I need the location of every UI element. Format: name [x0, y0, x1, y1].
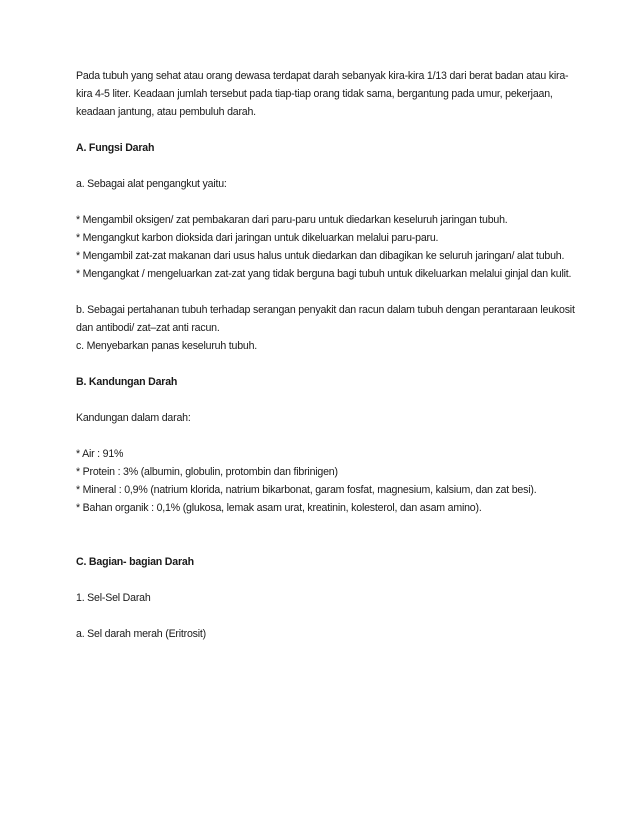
intro-paragraph: Pada tubuh yang sehat atau orang dewasa terdapat darah sebanyak kira-kira 1/13 dari berat badan atau kira-kira 4-5 liter. Keadaan jumlah tersebut pada tiap-tiap orang tidak sama, bergantung pada umur, pekerjaan, keadaan jantung, atau pembuluh darah. — [76, 70, 569, 118]
section-a-bullet: * Mengambil oksigen/ zat pembakaran dari paru-paru untuk diedarkan keseluruh jaringan tubuh. — [76, 214, 508, 226]
section-b-item: * Mineral : 0,9% (natrium klorida, natrium bikarbonat, garam fosfat, magnesium, kalsium, dan zat besi). — [76, 484, 537, 496]
section-b-item: * Protein : 3% (albumin, globulin, protombin dan fibrinigen) — [76, 466, 338, 478]
section-a-bullet: * Mengangkut karbon dioksida dari jaringan untuk dikeluarkan melalui paru-paru. — [76, 232, 439, 244]
section-a-bullet: * Mengangkat / mengeluarkan zat-zat yang tidak berguna bagi tubuh untuk dikeluarkan melalui ginjal dan kulit. — [76, 268, 572, 280]
section-a-sub-b: b. Sebagai pertahanan tubuh terhadap serangan penyakit dan racun dalam tubuh dengan perantaraan leukosit dan antibodi/ zat–zat anti racun. — [76, 304, 575, 334]
section-a-sub-c: c. Menyebarkan panas keseluruh tubuh. — [76, 340, 258, 352]
section-a-heading: A. Fungsi Darah — [76, 142, 155, 154]
section-b-intro: Kandungan dalam darah: — [76, 412, 191, 424]
section-b-item: * Air : 91% — [76, 448, 124, 460]
section-b-heading: B. Kandungan Darah — [76, 376, 178, 388]
section-c-heading: C. Bagian- bagian Darah — [76, 556, 194, 568]
section-b-item: * Bahan organik : 0,1% (glukosa, lemak asam urat, kreatinin, kolesterol, dan asam amino). — [76, 502, 482, 514]
section-c-sub-a: a. Sel darah merah (Eritrosit) — [76, 628, 207, 640]
section-a-bullet: * Mengambil zat-zat makanan dari usus halus untuk diedarkan dan dibagikan ke seluruh jaringan/ alat tubuh. — [76, 250, 565, 262]
section-a-sub-a: a. Sebagai alat pengangkut yaitu: — [76, 178, 227, 190]
document-page — [76, 67, 576, 643]
section-c-sub-1: 1. Sel-Sel Darah — [76, 592, 151, 604]
